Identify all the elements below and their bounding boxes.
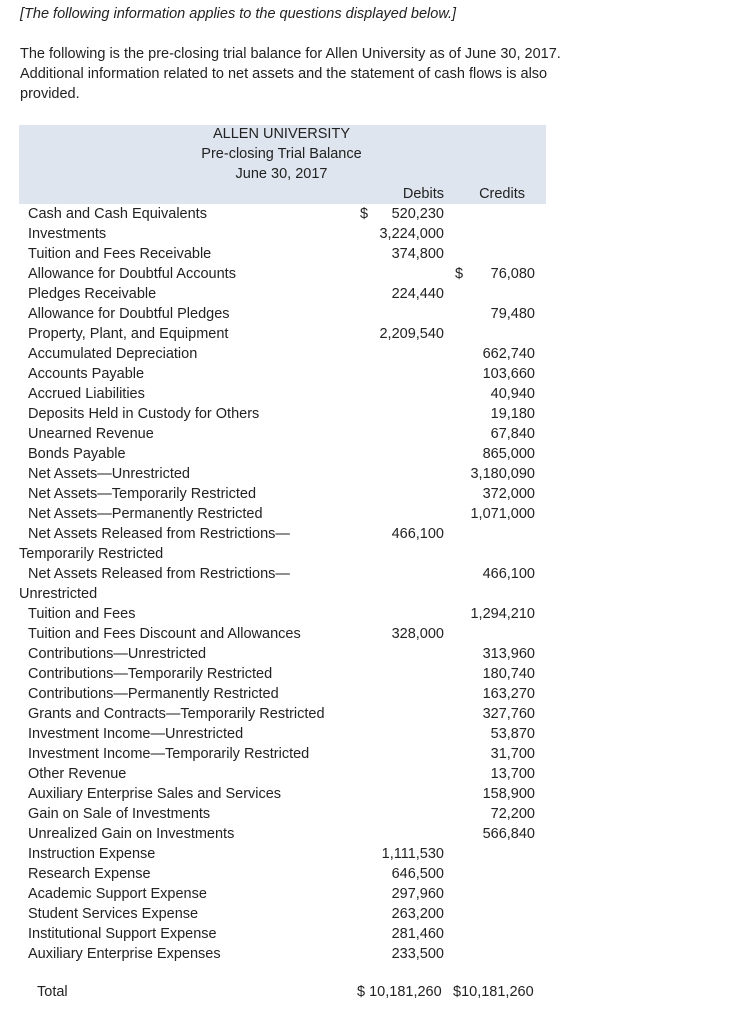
account-name: Investment Income—Temporarily Restricted [28, 746, 310, 762]
credit-amount: 40,940 [490, 386, 535, 402]
table-row [0, 744, 738, 764]
table-row [0, 384, 738, 404]
credit-amount: 163,270 [482, 686, 535, 702]
trial-balance-subtitle: Pre-closing Trial Balance [201, 146, 362, 162]
debit-amount: 263,200 [391, 906, 444, 922]
table-row [0, 324, 738, 344]
table-row [0, 924, 738, 944]
table-row [0, 704, 738, 724]
table-row [0, 624, 738, 644]
table-row [0, 364, 738, 384]
table-row [0, 884, 738, 904]
account-name: Bonds Payable [28, 446, 126, 462]
debit-amount: 374,800 [391, 246, 444, 262]
credit-amount: 158,900 [482, 786, 535, 802]
credits-column-header: Credits [479, 186, 525, 202]
account-name: Contributions—Unrestricted [28, 646, 207, 662]
table-row [0, 484, 738, 504]
debit-amount: 520,230 [391, 206, 444, 222]
credit-amount: 566,840 [482, 826, 535, 842]
account-name: Unrealized Gain on Investments [28, 826, 235, 842]
table-row [0, 564, 738, 604]
account-name: Instruction Expense [28, 846, 156, 862]
table-row [0, 724, 738, 744]
credit-amount: 13,700 [490, 766, 535, 782]
account-name: Net Assets Released from Restrictions— Unrestricted [19, 566, 290, 602]
currency-symbol: $ [360, 206, 369, 222]
table-row [0, 424, 738, 444]
credit-amount: 31,700 [490, 746, 535, 762]
account-name: Net Assets—Permanently Restricted [28, 506, 263, 522]
account-name: Other Revenue [28, 766, 127, 782]
table-row [0, 304, 738, 324]
table-row [0, 344, 738, 364]
account-name: Contributions—Permanently Restricted [28, 686, 279, 702]
debit-amount: 1,111,530 [381, 846, 444, 862]
account-name: Net Assets—Unrestricted [28, 466, 190, 482]
account-name: Auxiliary Enterprise Expenses [28, 946, 221, 962]
credit-amount: 53,870 [490, 726, 535, 742]
table-row [0, 764, 738, 784]
account-name: Accounts Payable [28, 366, 145, 382]
intro-paragraph: The following is the pre-closing trial balance for Allen University as of June 30, 2017. Additional information related to net assets and the statement of cash flows is also provided. [20, 46, 561, 102]
debit-amount: 297,960 [391, 886, 444, 902]
account-name: Deposits Held in Custody for Others [28, 406, 260, 422]
credit-amount: 466,100 [482, 566, 535, 582]
account-name: Research Expense [28, 866, 151, 882]
account-name: Student Services Expense [28, 906, 199, 922]
table-row [0, 204, 738, 224]
table-row [0, 244, 738, 264]
account-name: Accumulated Depreciation [28, 346, 198, 362]
account-name: Institutional Support Expense [28, 926, 217, 942]
account-name: Net Assets Released from Restrictions— Temporarily Restricted [19, 526, 290, 562]
table-row [0, 904, 738, 924]
table-row [0, 604, 738, 624]
credit-amount: 103,660 [482, 366, 535, 382]
account-name: Tuition and Fees Receivable [28, 246, 212, 262]
table-row [0, 524, 738, 564]
table-row [0, 784, 738, 804]
account-name: Auxiliary Enterprise Sales and Services [28, 786, 282, 802]
table-row [0, 644, 738, 664]
account-name: Grants and Contracts—Temporarily Restricted [28, 706, 325, 722]
debit-amount: 328,000 [391, 626, 444, 642]
credit-amount: 662,740 [482, 346, 535, 362]
trial-balance-rows [0, 204, 738, 964]
total-label: Total [37, 984, 68, 1000]
debit-amount: 281,460 [391, 926, 444, 942]
credit-amount: 72,200 [490, 806, 535, 822]
credit-amount: 3,180,090 [470, 466, 535, 482]
account-name: Contributions—Temporarily Restricted [28, 666, 273, 682]
credit-amount: 79,480 [490, 306, 535, 322]
account-name: Unearned Revenue [28, 426, 154, 442]
account-name: Tuition and Fees Discount and Allowances [28, 626, 301, 642]
credit-amount: 1,294,210 [470, 606, 535, 622]
credit-amount: 865,000 [482, 446, 535, 462]
debit-amount: 466,100 [391, 526, 444, 542]
total-credit: $10,181,260 [453, 984, 534, 1000]
debit-amount: 3,224,000 [379, 226, 444, 242]
account-name: Pledges Receivable [28, 286, 157, 302]
table-row [0, 404, 738, 424]
account-name: Property, Plant, and Equipment [28, 326, 229, 342]
table-row [0, 844, 738, 864]
table-row [0, 684, 738, 704]
credit-amount: 1,071,000 [470, 506, 535, 522]
table-row [0, 664, 738, 684]
trial-balance-title: ALLEN UNIVERSITY [213, 126, 350, 142]
table-row [0, 444, 738, 464]
credit-amount: 327,760 [482, 706, 535, 722]
account-name: Investments [28, 226, 107, 242]
credit-amount: 372,000 [482, 486, 535, 502]
account-name: Tuition and Fees [28, 606, 136, 622]
credit-amount: 67,840 [490, 426, 535, 442]
table-row [0, 224, 738, 244]
table-row [0, 504, 738, 524]
account-name: Cash and Cash Equivalents [28, 206, 207, 222]
table-row [0, 804, 738, 824]
debits-column-header: Debits [402, 186, 444, 202]
debit-amount: 233,500 [391, 946, 444, 962]
credit-amount: 19,180 [490, 406, 535, 422]
credit-amount: 180,740 [482, 666, 535, 682]
credit-amount: 313,960 [482, 646, 535, 662]
table-row [0, 824, 738, 844]
account-name: Allowance for Doubtful Pledges [28, 306, 230, 322]
table-row [0, 944, 738, 964]
intro-note: [The following information applies to the questions displayed below.] [20, 6, 457, 22]
table-row [0, 284, 738, 304]
account-name: Academic Support Expense [28, 886, 207, 902]
currency-symbol: $ [455, 266, 464, 282]
account-name: Gain on Sale of Investments [28, 806, 211, 822]
account-name: Net Assets—Temporarily Restricted [28, 486, 257, 502]
account-name: Investment Income—Unrestricted [28, 726, 244, 742]
debit-amount: 224,440 [391, 286, 444, 302]
table-row [0, 864, 738, 884]
table-row [0, 464, 738, 484]
total-row [0, 982, 738, 1002]
account-name: Accrued Liabilities [28, 386, 145, 402]
debit-amount: 2,209,540 [379, 326, 444, 342]
total-debit: $ 10,181,260 [357, 984, 442, 1000]
trial-balance-date: June 30, 2017 [235, 166, 328, 182]
credit-amount: 76,080 [490, 266, 535, 282]
account-name: Allowance for Doubtful Accounts [28, 266, 236, 282]
debit-amount: 646,500 [391, 866, 444, 882]
table-row [0, 264, 738, 284]
